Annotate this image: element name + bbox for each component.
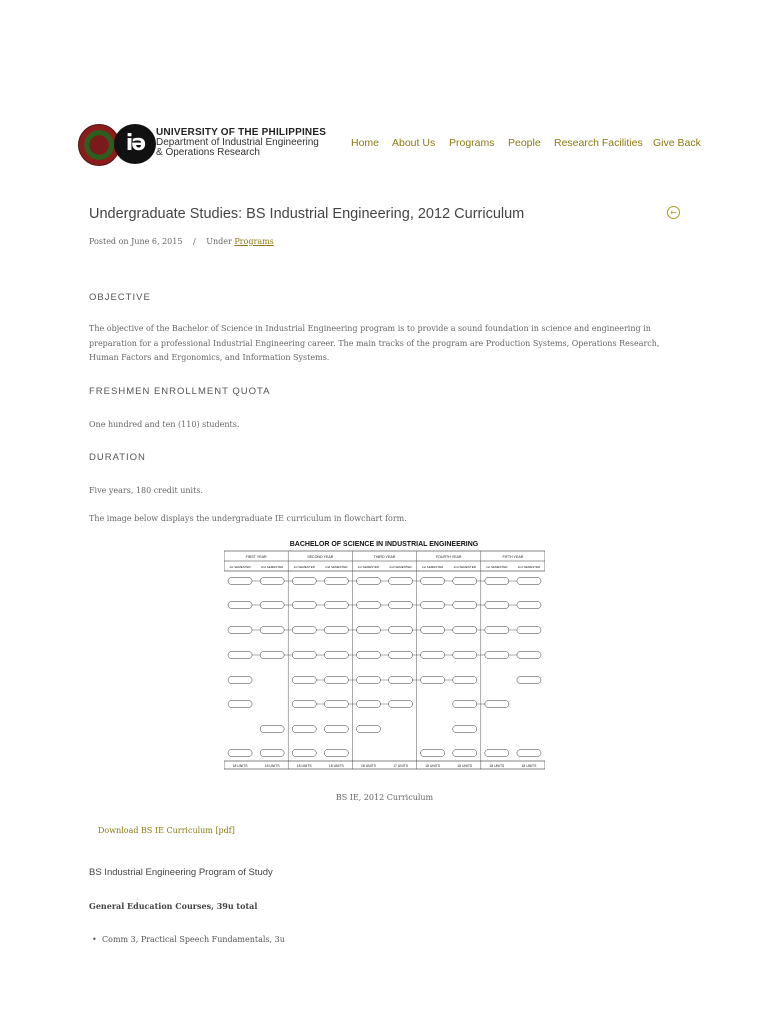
semester-units: 18 UNITS <box>489 764 505 768</box>
course-node <box>453 750 477 757</box>
list-bullet: • <box>92 935 97 944</box>
course-node <box>228 602 252 609</box>
course-node <box>356 602 380 609</box>
course-node <box>356 652 380 659</box>
course-node <box>517 602 541 609</box>
course-node <box>292 602 316 609</box>
course-node <box>389 578 413 585</box>
course-node <box>292 726 316 733</box>
course-node <box>453 578 477 585</box>
course-node <box>228 750 252 757</box>
nav-research-facilities[interactable]: Research Facilities <box>554 137 643 149</box>
objective-text: The objective of the Bachelor of Science in Industrial Engineering program is to provide a sound foundation in science and engineering in preparation for a professional Industrial Engineering career. The main tracks of the program are Production Systems, Operations Research, Human Factors and Ergonomics, and Information Systems. <box>89 324 660 362</box>
semester-label: 2nd SEMESTER <box>389 565 412 569</box>
course-node <box>517 750 541 757</box>
course-node <box>292 677 316 684</box>
course-node <box>260 726 284 733</box>
objective-heading: OBJECTIVE <box>89 292 151 303</box>
semester-label: 2nd SEMESTER <box>453 565 476 569</box>
course-node <box>356 627 380 634</box>
course-node <box>517 627 541 634</box>
course-node <box>421 652 445 659</box>
course-node <box>228 701 252 708</box>
semester-label: 1st SEMESTER <box>293 565 315 569</box>
quota-text: One hundred and ten (110) students. <box>89 420 240 429</box>
nav-about-us[interactable]: About Us <box>392 137 436 149</box>
curriculum-flowchart[interactable] <box>224 537 545 779</box>
semester-units: 18 UNITS <box>328 764 344 768</box>
course-node <box>389 701 413 708</box>
course-node <box>324 578 348 585</box>
semester-label: 2nd SEMESTER <box>325 565 348 569</box>
nav-home[interactable]: Home <box>351 137 380 149</box>
year-label: FOURTH YEAR <box>435 555 462 559</box>
semester-units: 18 UNITS <box>296 764 312 768</box>
course-node <box>421 578 445 585</box>
course-node <box>260 578 284 585</box>
semester-units: 17 UNITS <box>393 764 408 768</box>
course-node <box>356 578 380 585</box>
course-node <box>389 677 413 684</box>
course-node <box>356 677 380 684</box>
semester-label: 1st SEMESTER <box>357 565 380 569</box>
duration-heading: DURATION <box>89 452 146 463</box>
semester-units: 18 UNITS <box>232 764 248 768</box>
brand-department: Department of Industrial Engineering <box>156 137 319 148</box>
course-node <box>517 578 541 585</box>
course-node <box>485 701 509 708</box>
year-label: FIRST YEAR <box>245 555 267 559</box>
arrow-circle-icon[interactable]: ← <box>667 206 680 219</box>
course-node <box>453 701 477 708</box>
course-node <box>260 750 284 757</box>
course-node <box>228 677 252 684</box>
semester-units: 18 UNITS <box>264 764 280 768</box>
course-node <box>389 652 413 659</box>
course-node <box>292 578 316 585</box>
year-label: THIRD YEAR <box>373 555 396 559</box>
year-label: SECOND YEAR <box>307 555 334 559</box>
program-heading: BS Industrial Engineering Program of Study <box>89 867 273 878</box>
course-node <box>485 578 509 585</box>
post-date: Posted on June 6, 2015 <box>89 237 183 246</box>
course-node <box>485 750 509 757</box>
course-node <box>260 652 284 659</box>
course-node <box>453 602 477 609</box>
course-node <box>485 627 509 634</box>
ieor-logo[interactable]: iə <box>114 124 156 164</box>
course-node <box>292 652 316 659</box>
course-node <box>292 627 316 634</box>
course-node <box>389 627 413 634</box>
brand-university: UNIVERSITY OF THE PHILIPPINES <box>156 127 327 138</box>
course-node <box>324 750 348 757</box>
image-intro-text: The image below displays the undergraduate IE curriculum in flowchart form. <box>89 514 407 523</box>
course-node <box>517 652 541 659</box>
course-node <box>260 602 284 609</box>
course-node <box>292 750 316 757</box>
quota-heading: FRESHMEN ENROLLMENT QUOTA <box>89 386 271 397</box>
course-node <box>324 627 348 634</box>
post-meta <box>89 237 274 246</box>
course-node <box>228 578 252 585</box>
semester-label: 1st SEMESTER <box>421 565 444 569</box>
course-node <box>453 627 477 634</box>
under-label: Under <box>206 237 232 246</box>
nav-give-back[interactable]: Give Back <box>653 137 701 149</box>
course-list-item: Comm 3, Practical Speech Fundamentals, 3u <box>102 935 285 944</box>
course-node <box>324 701 348 708</box>
course-node <box>421 677 445 684</box>
semester-label: 2nd SEMESTER <box>517 565 541 569</box>
semester-units: 18 UNITS <box>521 764 537 768</box>
course-node <box>324 602 348 609</box>
meta-separator: / <box>192 237 196 246</box>
semester-units: 18 UNITS <box>425 764 441 768</box>
semester-label: 2nd SEMESTER <box>260 565 284 569</box>
semester-units: 18 UNITS <box>457 764 473 768</box>
course-node <box>389 602 413 609</box>
figure-caption: BS IE, 2012 Curriculum <box>335 793 434 802</box>
semester-label: 1st SEMESTER <box>229 565 251 569</box>
course-node <box>421 750 445 757</box>
course-node <box>453 652 477 659</box>
gen-ed-heading: General Education Courses, 39u total <box>89 901 258 911</box>
course-node <box>228 627 252 634</box>
brand-text[interactable] <box>156 128 326 158</box>
course-node <box>324 677 348 684</box>
nav-people[interactable]: People <box>508 137 541 149</box>
course-node <box>485 602 509 609</box>
page-title: Undergraduate Studies: BS Industrial Engineering, 2012 Curriculum <box>89 206 525 222</box>
course-node <box>356 701 380 708</box>
course-node <box>228 652 252 659</box>
course-node <box>453 677 477 684</box>
duration-text: Five years, 180 credit units. <box>89 486 203 495</box>
course-node <box>453 726 477 733</box>
brand-department-2: & Operations Research <box>156 147 260 158</box>
nav-programs[interactable]: Programs <box>449 137 495 149</box>
flowchart-title: BACHELOR OF SCIENCE IN INDUSTRIAL ENGINEERING <box>289 541 479 548</box>
download-curriculum-link[interactable]: Download BS IE Curriculum [pdf] <box>98 826 235 835</box>
semester-label: 1st SEMESTER <box>486 565 508 569</box>
course-node <box>356 726 380 733</box>
course-node <box>517 677 541 684</box>
semester-units: 18 UNITS <box>361 764 376 768</box>
course-node <box>260 627 284 634</box>
course-node <box>324 726 348 733</box>
course-node <box>292 701 316 708</box>
course-node <box>324 652 348 659</box>
year-label: FIFTH YEAR <box>502 555 524 559</box>
course-node <box>485 652 509 659</box>
course-node <box>421 602 445 609</box>
course-node <box>421 627 445 634</box>
category-link[interactable]: Programs <box>234 237 274 246</box>
